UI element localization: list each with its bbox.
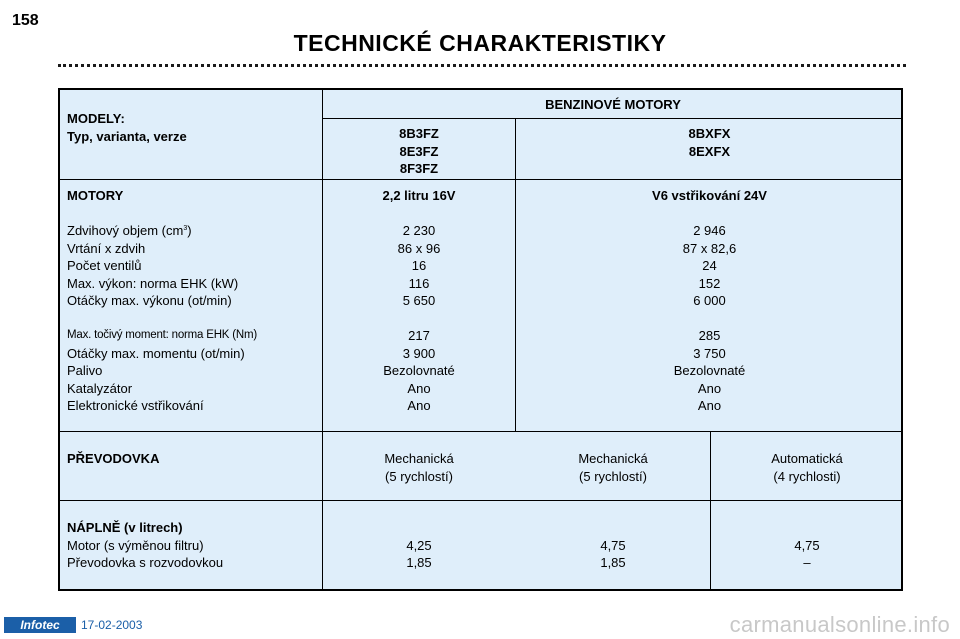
spec-value: 3 900 xyxy=(402,345,436,361)
spacer xyxy=(67,310,319,328)
infotec-logo: Infotec xyxy=(4,617,76,633)
fluid-value: 1,85 xyxy=(406,555,432,570)
spacer xyxy=(323,310,515,328)
models-label xyxy=(67,110,317,145)
spec-label: Elektronické vstřikování xyxy=(67,398,204,413)
fluids-section-label: NÁPLNĚ (v litrech) xyxy=(67,520,183,535)
gearbox-speeds: (5 rychlostí) xyxy=(385,468,453,484)
engine-name: 2,2 litru 16V xyxy=(382,188,456,203)
fluid-value: 4,75 xyxy=(600,537,626,553)
spec-value: 152 xyxy=(698,275,721,291)
gearbox-section-label: PŘEVODOVKA xyxy=(67,451,160,466)
grid-line xyxy=(60,500,903,501)
fluid-label: Převodovka s rozvodovkou xyxy=(67,555,224,570)
fluids-col1 xyxy=(323,519,515,572)
type-variant-label: Typ, varianta, verze xyxy=(67,128,187,144)
gearbox-type: Automatická xyxy=(771,451,843,466)
fluid-value: 4,75 xyxy=(794,537,820,553)
gearbox-col1 xyxy=(323,450,515,485)
fluid-value: 4,25 xyxy=(406,537,432,553)
displacement-label: Zdvihový objem (cm xyxy=(67,223,184,238)
spec-value: 24 xyxy=(702,258,717,273)
fluids-col2a xyxy=(516,519,710,572)
spec-label: Vrtání x zdvih xyxy=(67,240,146,256)
fluid-value: 1,85 xyxy=(600,555,626,570)
code: 8BXFX xyxy=(688,126,731,141)
spec-label xyxy=(67,222,319,240)
spec-label: Max. výkon: norma EHK (kW) xyxy=(67,275,239,291)
spec-value: 6 000 xyxy=(693,293,726,308)
spec-value: 5 650 xyxy=(402,293,436,308)
spec-value: 16 xyxy=(411,258,427,273)
spec-label: Otáčky max. momentu (ot/min) xyxy=(67,345,245,361)
spec-value: Ano xyxy=(407,398,431,413)
models-title: MODELY: xyxy=(67,111,125,126)
spec-table xyxy=(58,88,903,591)
spec-value: 116 xyxy=(408,275,430,291)
engines-section-label: MOTORY xyxy=(67,188,124,203)
spec-value: 285 xyxy=(698,328,721,343)
fluid-label: Motor (s výměnou filtru) xyxy=(67,537,204,553)
spec-label: Otáčky max. výkonu (ot/min) xyxy=(67,293,232,308)
fluids-labels xyxy=(67,519,319,572)
dotted-rule xyxy=(58,64,906,67)
col2-codes xyxy=(516,125,903,160)
spec-label: Počet ventilů xyxy=(67,258,142,273)
spacer xyxy=(516,205,903,223)
spec-value: 87 x 82,6 xyxy=(682,240,737,256)
spec-value: 2 946 xyxy=(693,223,726,238)
engines-col1 xyxy=(323,187,515,415)
displacement-label-end: ) xyxy=(187,223,192,238)
spacer xyxy=(323,205,515,223)
spec-value: Ano xyxy=(697,398,722,413)
spacer xyxy=(516,310,903,328)
spacer xyxy=(711,519,903,537)
spec-label: Katalyzátor xyxy=(67,380,133,396)
grid-line xyxy=(60,431,903,432)
gearbox-col2b xyxy=(711,450,903,485)
spec-value: Bezolovnaté xyxy=(383,363,455,378)
spec-value: Ano xyxy=(407,380,431,396)
fluid-value: – xyxy=(803,555,811,570)
code: 8E3FZ xyxy=(399,143,439,159)
spec-value: 3 750 xyxy=(693,345,726,361)
spec-value: Ano xyxy=(697,380,722,396)
fluids-col2b xyxy=(711,519,903,572)
fuel-group-header: BENZINOVÉ MOTORY xyxy=(545,97,681,112)
col1-codes xyxy=(323,125,515,178)
gearbox-type: Mechanická xyxy=(384,451,454,466)
engine-name: V6 vstřikování 24V xyxy=(652,188,767,203)
spacer xyxy=(516,519,710,537)
gearbox-speeds: (4 rychlosti) xyxy=(773,468,841,484)
spec-value: 2 230 xyxy=(402,223,436,238)
gearbox-type: Mechanická xyxy=(578,451,648,466)
spec-value: 86 x 96 xyxy=(397,240,441,256)
code: 8B3FZ xyxy=(399,126,439,141)
engines-col2 xyxy=(516,187,903,415)
unit-superscript: 3 xyxy=(183,225,188,232)
grid-line xyxy=(60,179,903,180)
footer-date: 17-02-2003 xyxy=(81,618,143,632)
gearbox-col2a xyxy=(516,450,710,485)
gearbox-speeds: (5 rychlostí) xyxy=(579,468,647,484)
spec-value: 217 xyxy=(408,328,430,343)
grid-line xyxy=(322,118,903,119)
watermark: carmanualsonline.info xyxy=(729,612,950,637)
code: 8F3FZ xyxy=(399,161,439,176)
spec-label: Palivo xyxy=(67,363,103,378)
spacer xyxy=(323,519,515,537)
engines-labels xyxy=(67,187,319,415)
code: 8EXFX xyxy=(688,143,731,159)
spacer xyxy=(67,205,319,223)
spec-label: Max. točivý moment: norma EHK (Nm) xyxy=(67,329,258,341)
spec-value: Bezolovnaté xyxy=(673,363,746,378)
page-number: 158 xyxy=(12,12,39,29)
page-title: TECHNICKÉ CHARAKTERISTIKY xyxy=(293,30,667,56)
